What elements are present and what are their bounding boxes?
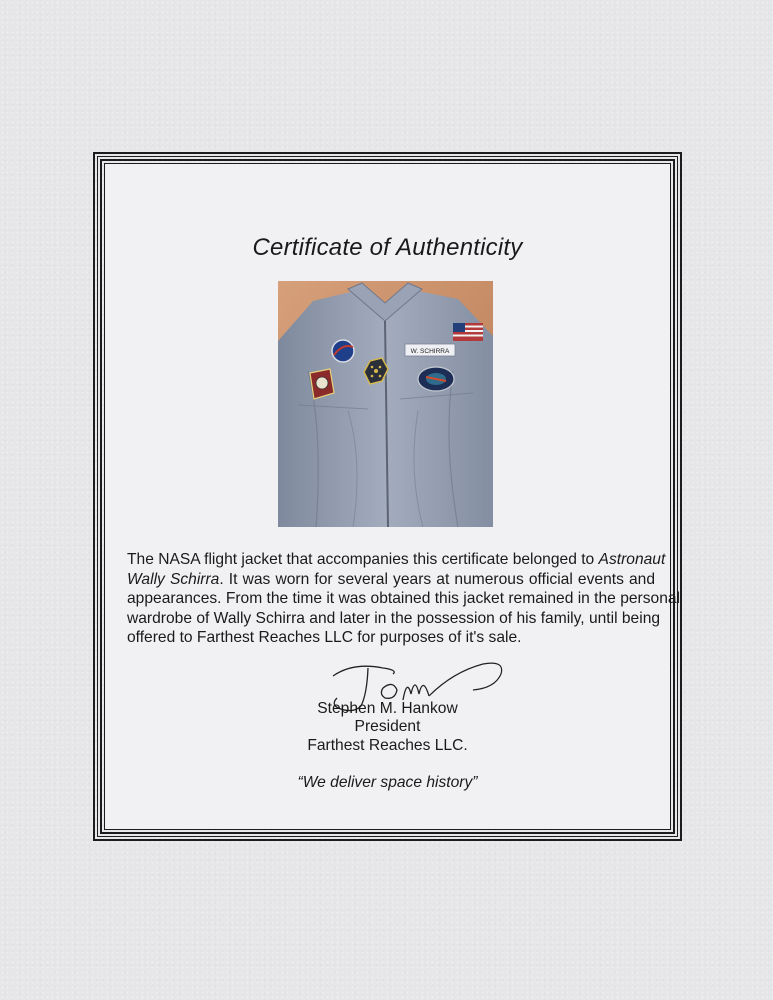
body-text-segment: offered to Farthest Reaches LLC for purposes of it's sale. <box>127 629 522 646</box>
company-slogan: “We deliver space history” <box>297 774 478 791</box>
certificate-border-outer <box>93 152 682 841</box>
body-text-emphasis: Wally Schirra <box>127 570 220 588</box>
certificate-border-mid <box>97 156 681 837</box>
jacket-name-tag: W. SCHIRRA <box>410 348 450 355</box>
certificate-title: Certificate of Authenticity <box>252 234 523 261</box>
signatory-name: Stephen M. Hankow <box>317 700 458 717</box>
certificate-body-text <box>127 550 681 648</box>
jacket-photo <box>278 281 493 527</box>
certificate-border-inner <box>100 159 681 834</box>
body-text-segment: wardrobe of Wally Schirra and later in the possession of his family, until being <box>127 609 661 627</box>
body-text-segment: The NASA flight jacket that accompanies this certificate belonged to <box>127 551 599 568</box>
body-text-segment: . It was worn for several years at numerous official events and <box>219 570 656 588</box>
signatory-title: President <box>354 718 421 735</box>
body-text-segment: appearances. From the time it was obtained this jacket remained in the personal <box>127 590 681 607</box>
company-name: Farthest Reaches LLC. <box>307 737 468 754</box>
body-text-line <box>127 570 655 590</box>
body-text-line <box>127 628 655 648</box>
certificate-panel <box>104 163 681 830</box>
body-text-emphasis: Astronaut <box>598 551 666 568</box>
body-text-line <box>127 609 661 629</box>
body-text-line <box>127 589 681 609</box>
body-text-line <box>127 550 666 570</box>
